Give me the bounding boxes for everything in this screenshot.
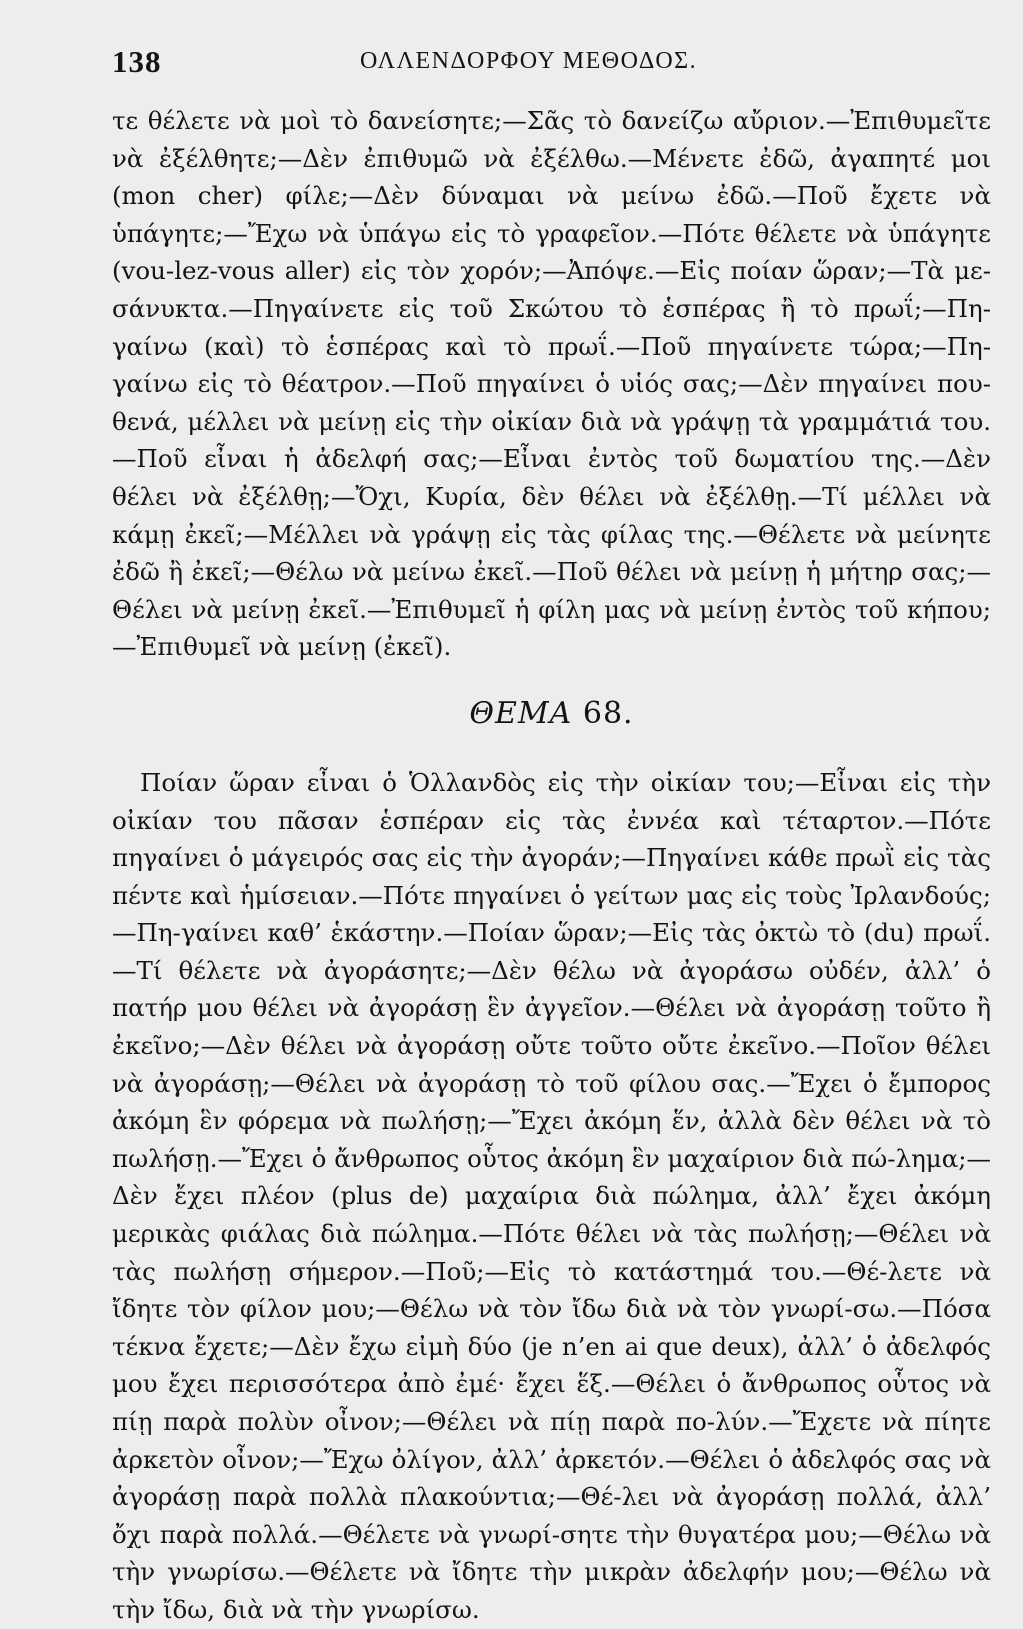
exercise-paragraph: Ποίαν ὥραν εἶναι ὁ Ὁλλανδὸς εἰς τὴν οἰκίαν του;—Εἶναι εἰς τὴν οἰκίαν του πᾶσαν ἑσπέραν εἰς τὰς ἐννέα καὶ τέταρτον.—Πότε πηγαίνει ὁ μάγειρός σας εἰς τὴν ἀγοράν;—Πηγαίνει κάθε πρωῒ εἰς τὰς πέντε καὶ ἡμίσειαν.—Πότε πηγαίνει ὁ γείτων μας εἰς τοὺς Ἰρλανδούς;—Πη-γαίνει καθ’ ἑκάστην.—Ποίαν ὥραν;—Εἰς τὰς ὀκτὼ τὸ (du) πρωΐ.—Τί θέλετε νὰ ἀγοράσητε;—Δὲν θέλω νὰ ἀγοράσω οὐδέν, ἀλλ’ ὁ πατήρ μου θέλει νὰ ἀγοράσῃ ἓν ἀγγεῖον.—Θέλει νὰ ἀγοράσῃ τοῦτο ἢ ἐκεῖνο;—Δὲν θέλει νὰ ἀγοράσῃ οὔτε τοῦτο οὔτε ἐκεῖνο.—Ποῖον θέλει νὰ ἀγοράσῃ;—Θέλει νὰ ἀγοράσῃ τὸ τοῦ φίλου σας.—Ἔχει ὁ ἔμπορος ἀκόμη ἓν φόρεμα νὰ πωλήσῃ;—Ἔχει ἀκόμη ἕν, ἀλλὰ δὲν θέλει νὰ τὸ πωλήσῃ.—Ἔχει ὁ ἄνθρωπος οὗτος ἀκόμη ἓν μαχαίριον διὰ πώ-λημα;—Δὲν ἔχει πλέον (plus de) μαχαίρια διὰ πώλημα, ἀλλ’ ἔχει ἀκόμη μερικὰς φιάλας διὰ πώλημα.—Πότε θέλει νὰ τὰς πωλήσῃ;—Θέλει νὰ τὰς πωλήσῃ σήμερον.—Ποῦ;—Εἰς τὸ κατάστημά του.—Θέ-λετε νὰ ἴδητε τὸν φίλον μου;—Θέλω νὰ τὸν ἴδω διὰ νὰ τὸν γνωρί-σω.—Πόσα τέκνα ἔχετε;—Δὲν ἔχω εἰμὴ δύο (je n’en ai que deux), ἀλλ’ ὁ ἀδελφός μου ἔχει περισσότερα ἀπὸ ἐμέ· ἔχει ἕξ.—Θέλει ὁ ἄνθρωπος οὗτος νὰ πίῃ παρὰ πολὺν οἶνον;—Θέλει νὰ πίῃ παρὰ πο-λύν.—Ἔχετε νὰ πίητε ἀρκετὸν οἶνον;—Ἔχω ὀλίγον, ἀλλ’ ἀρκετόν.—Θέλει ὁ ἀδελφός σας νὰ ἀγοράσῃ παρὰ πολλὰ πλακούντια;—Θέ-λει νὰ ἀγοράσῃ πολλά, ἀλλ’ ὄχι παρὰ πολλά.—Θέλετε νὰ γνωρί-σητε τὴν θυγατέρα μου;—Θέλω νὰ τὴν γνωρίσω.—Θέλετε νὰ ἴδητε τὴν μικρὰν ἀδελφήν μου;—Θέλω νὰ τὴν ἴδω, διὰ νὰ τὴν γνωρίσω. <box>112 767 991 1624</box>
exercise-heading <box>112 692 991 764</box>
exercise-number: 68. <box>582 695 634 731</box>
running-title: ΟΛΛΕΝΔΟΡΦΟΥ ΜΕΘΟΔΟΣ. <box>360 48 698 74</box>
exercise-label: ΘΕΜΑ <box>469 695 573 731</box>
body-paragraph-continued: τε θέλετε νὰ μοὶ τὸ δανείσητε;—Σᾶς τὸ δανείζω αὔριον.—Ἐπιθυμεῖτε νὰ ἐξέλθητε;—Δὲν ἐπιθυμῶ νὰ ἐξέλθω.—Μένετε ἐδῶ, ἀγαπητέ μοι (mon cher) φίλε;—Δὲν δύναμαι νὰ μείνω ἐδῶ.—Ποῦ ἔχετε νὰ ὑπάγητε;—Ἔχω νὰ ὑπάγω εἰς τὸ γραφεῖον.—Πότε θέλετε νὰ ὑπάγητε (vou-lez-vous aller) εἰς τὸν χορόν;—Ἀπόψε.—Εἰς ποίαν ὥραν;—Τὰ με-σάνυκτα.—Πηγαίνετε εἰς τοῦ Σκώτου τὸ ἑσπέρας ἢ τὸ πρωΐ;—Πη-γαίνω (καὶ) τὸ ἑσπέρας καὶ τὸ πρωΐ.—Ποῦ πηγαίνετε τώρα;—Πη-γαίνω εἰς τὸ θέατρον.—Ποῦ πηγαίνει ὁ υἱός σας;—Δὲν πηγαίνει που-θενά, μέλλει νὰ μείνῃ εἰς τὴν οἰκίαν διὰ νὰ γράψῃ τὰ γραμμάτιά του.—Ποῦ εἶναι ἡ ἀδελφή σας;—Εἶναι ἐντὸς τοῦ δωματίου της.—Δὲν θέλει νὰ ἐξέλθῃ;—Ὄχι, Κυρία, δὲν θέλει νὰ ἐξέλθῃ.—Τί μέλλει νὰ κάμῃ ἐκεῖ;—Μέλλει νὰ γράψῃ εἰς τὰς φίλας της.—Θέλετε νὰ μείνητε ἐδῶ ἢ ἐκεῖ;—Θέλω νὰ μείνω ἐκεῖ.—Ποῦ θέλει νὰ μείνῃ ἡ μήτηρ σας;—Θέλει νὰ μείνῃ ἐκεῖ.—Ἐπιθυμεῖ ἡ φίλη μας νὰ μείνῃ ἐντὸς τοῦ κήπου;—Ἐπιθυμεῖ νὰ μείνῃ (ἐκεῖ). <box>112 106 991 662</box>
running-head <box>112 40 991 80</box>
page-number: 138 <box>112 44 162 79</box>
